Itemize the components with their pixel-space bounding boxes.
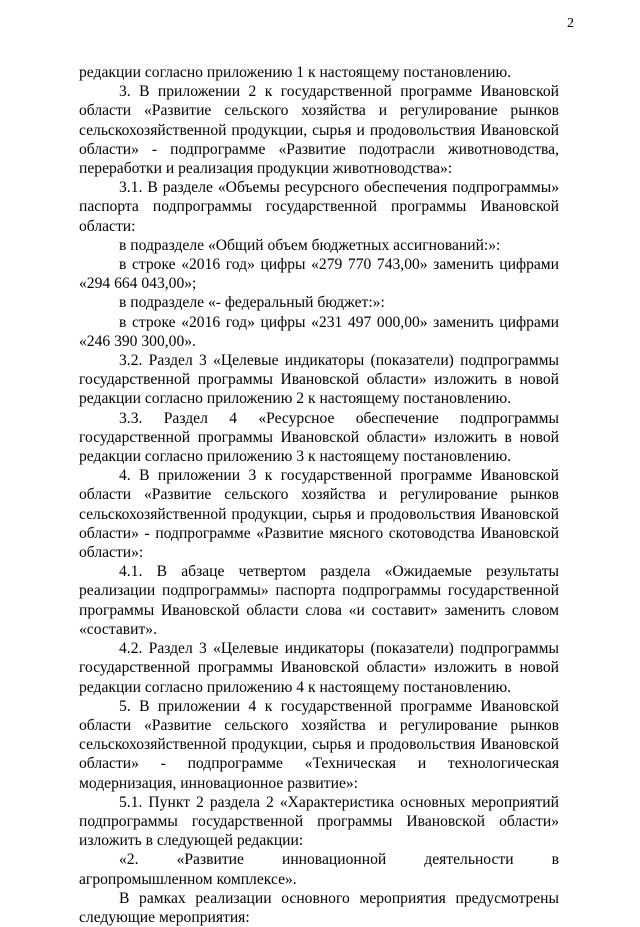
paragraph: в подразделе «- федеральный бюджет:»: xyxy=(119,294,385,312)
paragraph: в подразделе «Общий объем бюджетных ассигнований:»: xyxy=(119,236,501,254)
paragraph: 5.1. Пункт 2 раздела 2 «Характеристика основных мероприятий подпрограммы государственной программы Ивановской области» изложить в следующей редакции: xyxy=(79,793,559,850)
paragraph: 4. В приложении 3 к государственной программе Ивановской области «Развитие сельского хозяйства и регулирование рынков сельскохозяйственной продукции, сырья и продовольствия Ивановской области» - подпрограмме «Развитие мясного скотоводства Ивановской области»: xyxy=(79,467,559,562)
paragraph: 3. В приложении 2 к государственной программе Ивановской области «Развитие сельского хозяйства и регулирование рынков сельскохозяйственной продукции, сырья и продовольствия Ивановской области» - подпрограмме «Развитие подотрасли животноводства, переработки и реализация продукции животноводства»: xyxy=(79,83,559,178)
paragraph: «2. «Развитие инновационной деятельности в агропромышленном комплексе». xyxy=(79,851,559,888)
paragraph: 3.3. Раздел 4 «Ресурсное обеспечение подпрограммы государственной программы Ивановской области» изложить в новой редакции согласно приложению 3 к настоящему постановлению. xyxy=(79,409,559,466)
paragraph: в строке «2016 год» цифры «279 770 743,00» заменить цифрами «294 664 043,00»; xyxy=(79,256,559,293)
paragraph: 4.2. Раздел 3 «Целевые индикаторы (показатели) подпрограммы государственной программы Ивановской области» изложить в новой редакции согласно приложению 4 к настоящему постановлению. xyxy=(79,640,559,696)
paragraph: В рамках реализации основного мероприятия предусмотрены следующие мероприятия: xyxy=(79,889,559,926)
paragraph: 3.2. Раздел 3 «Целевые индикаторы (показатели) подпрограммы государственной программы Ивановской области» изложить в новой редакции согласно приложению 2 к настоящему постановлению. xyxy=(79,352,559,408)
paragraph: в строке «2016 год» цифры «231 497 000,00» заменить цифрами «246 390 300,00». xyxy=(79,313,559,350)
page-number: 2 xyxy=(567,16,574,31)
paragraph: 3.1. В разделе «Объемы ресурсного обеспечения подпрограммы» паспорта подпрограммы государственной программы Ивановской области: xyxy=(79,179,559,235)
document-body xyxy=(79,63,559,927)
paragraph: 5. В приложении 4 к государственной программе Ивановской области «Развитие сельского хозяйства и регулирование рынков сельскохозяйственной продукции, сырья и продовольствия Ивановской области» - подпрограмме «Техническая и технологическая модернизация, инновационное развитие»: xyxy=(79,697,559,792)
paragraph: редакции согласно приложению 1 к настоящему постановлению. xyxy=(79,64,512,81)
paragraph: 4.1. В абзаце четвертом раздела «Ожидаемые результаты реализации подпрограммы» паспорта подпрограммы государственной программы Ивановской области слова «и составит» заменить словом «составит». xyxy=(79,563,559,638)
